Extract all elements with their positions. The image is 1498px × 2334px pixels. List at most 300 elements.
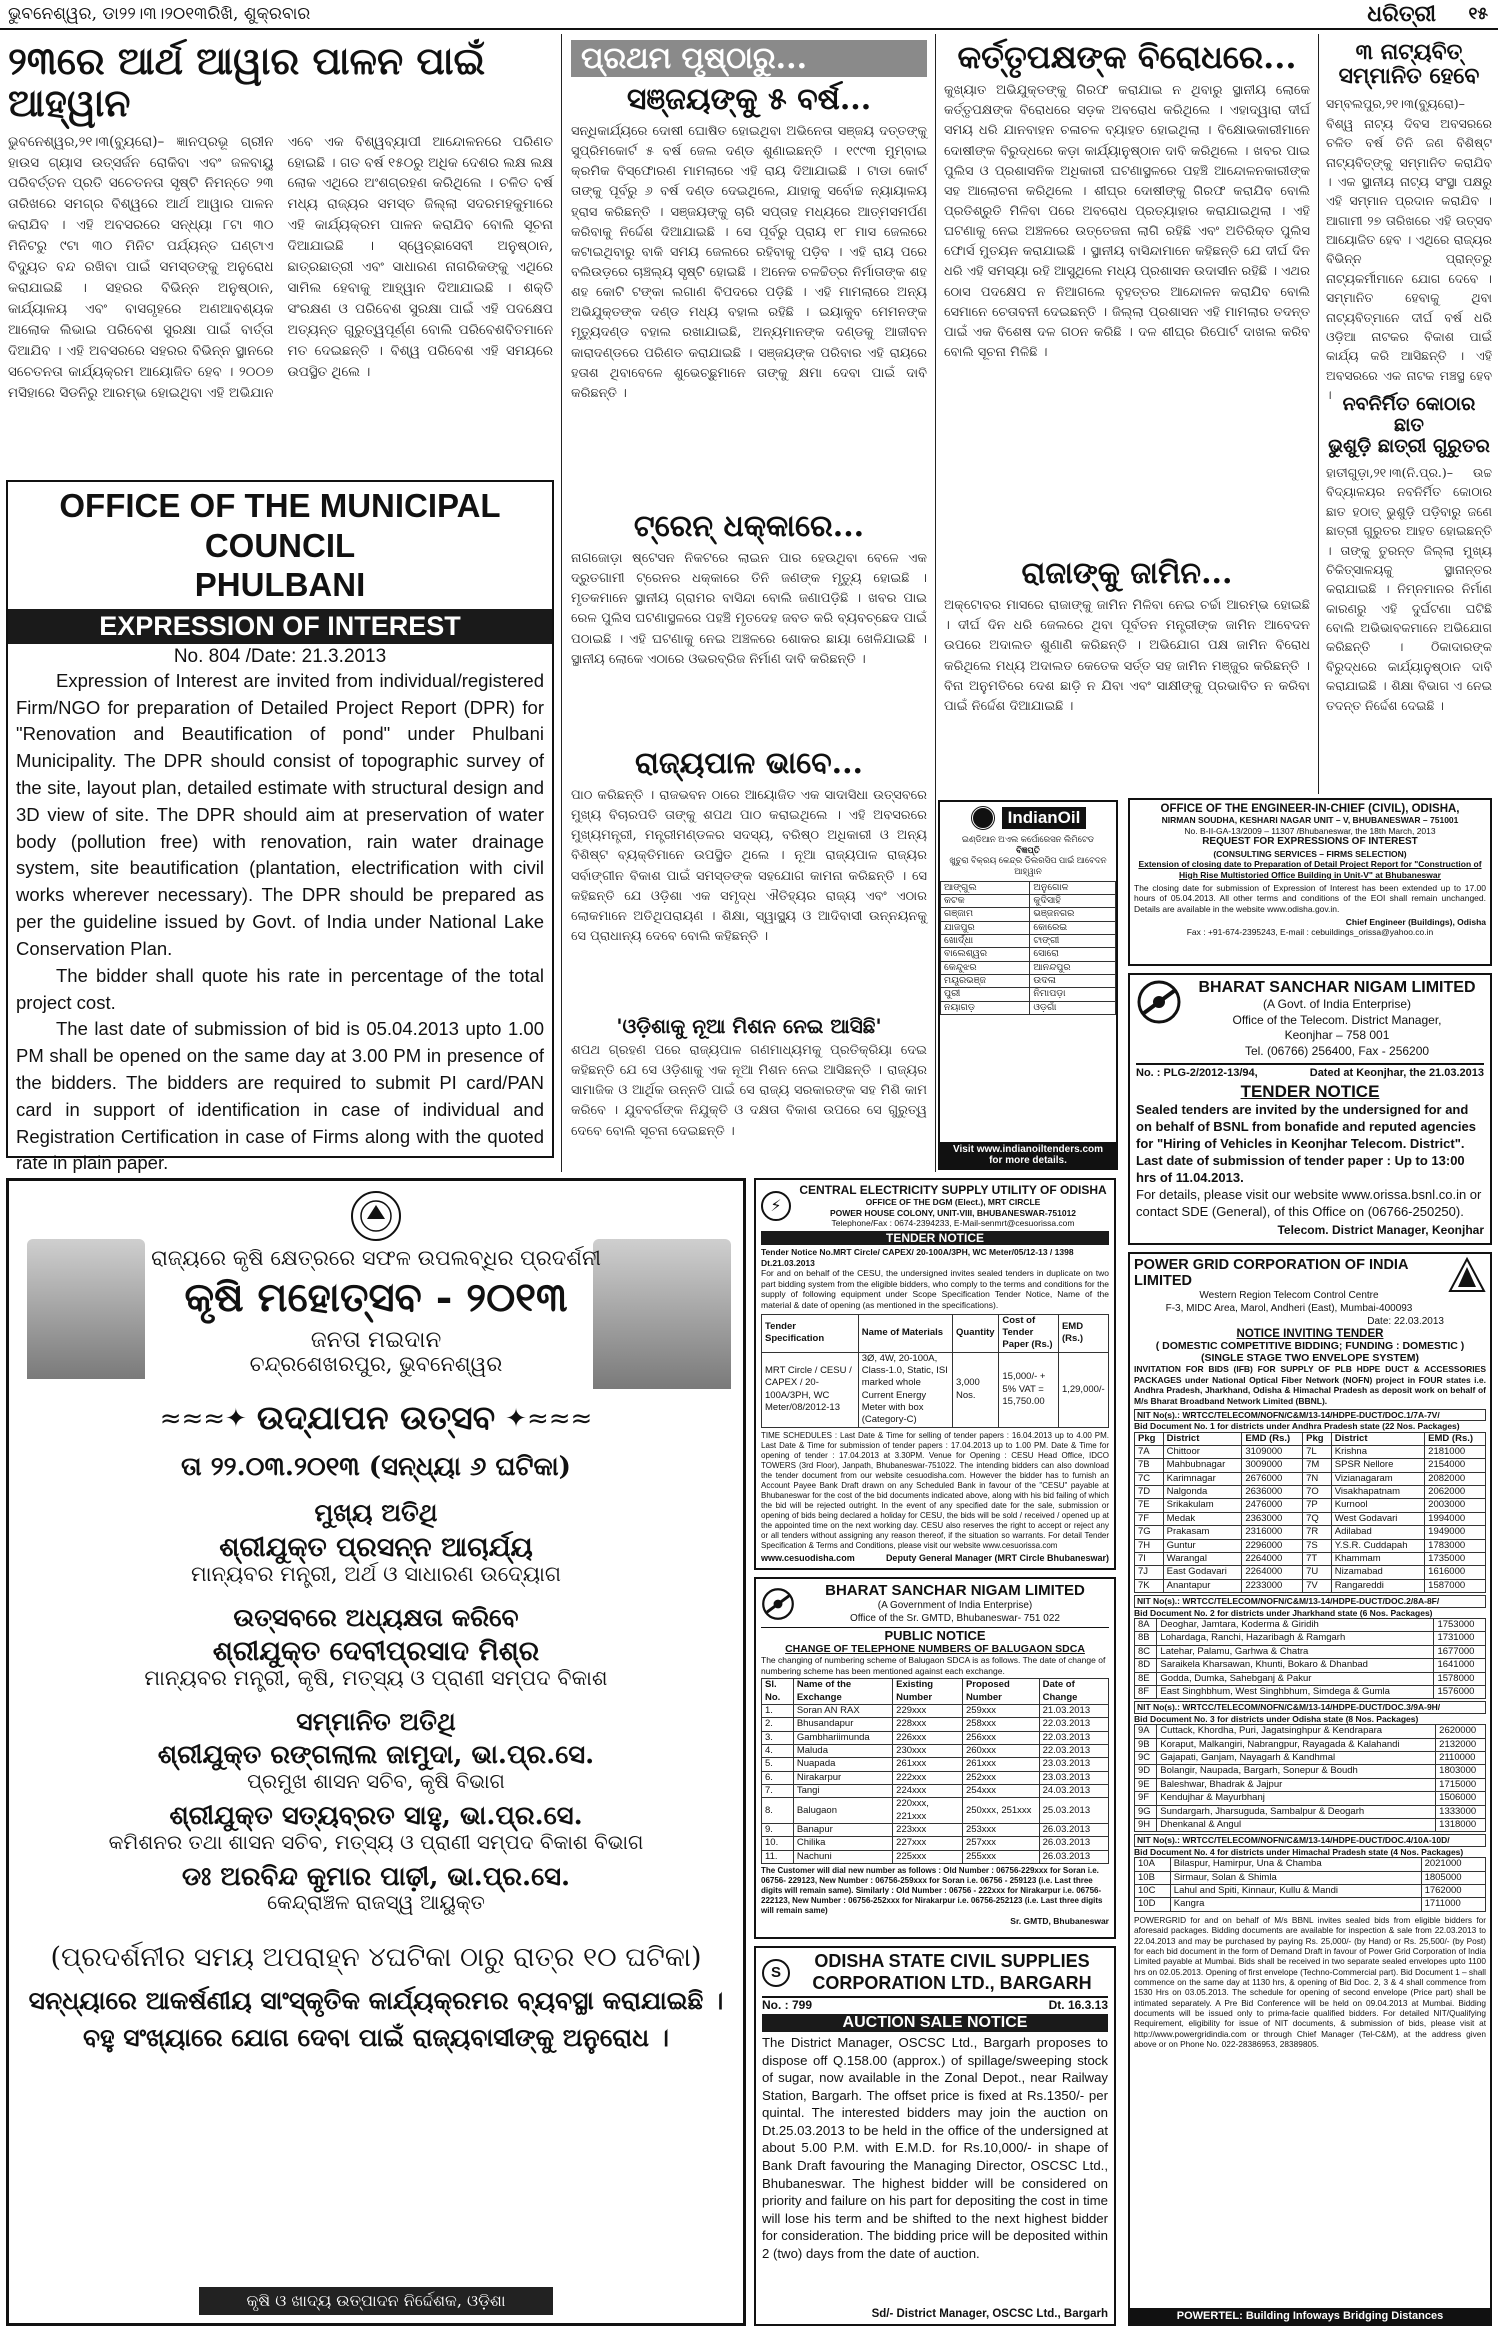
table-row	[1135, 1499, 1486, 1512]
story-body: କୁଖ୍ୟାତ ଅଭିଯୁକ୍ତଙ୍କୁ ଗିରଫ କରାଯାଇ ନ ଥିବାରୁ ସ୍ଥାନୀୟ ଲୋକେ କର୍ତ୍ତୃପକ୍ଷଙ୍କ ବିରୋଧରେ ସଡ଼କ ଅବରୋଧ କରିଥିଲେ । ଏହାଦ୍ୱାରା ଦୀର୍ଘ ସମୟ ଧରି ଯାନବାହନ ଚଳାଚଳ ବ୍ୟାହତ ହୋଇଥିଲା । ବିକ୍ଷୋଭକାରୀମାନେ ଦୋଷୀଙ୍କ ବିରୁଦ୍ଧରେ କଡ଼ା କାର୍ଯ୍ୟାନୁଷ୍ଠାନ ଦାବି କରିଥିଲେ । ଖବର ପାଇ ପୁଲିସ ଓ ପ୍ରଶାସନିକ ଅଧିକାରୀ ଘଟଣାସ୍ଥଳରେ ପହଞ୍ଚି ଆନ୍ଦୋଳନକାରୀଙ୍କ ସହ ଆଲୋଚନା କରିଥିଲେ । ଶୀଘ୍ର ଦୋଷୀଙ୍କୁ ଗିରଫ କରାଯିବ ବୋଲି ପ୍ରତିଶ୍ରୁତି ମିଳିବା ପରେ ଅବରୋଧ ପ୍ରତ୍ୟାହାର କରାଯାଇଥିଲା । ଏହି ଘଟଣାକୁ ନେଇ ଅଞ୍ଚଳରେ ଉତ୍ତେଜନା ଲାଗି ରହିଛି ଏବଂ ଅତିରିକ୍ତ ପୁଲିସ ଫୋର୍ସ ମୁତୟନ କରାଯାଇଛି । ସ୍ଥାନୀୟ ବାସିନ୍ଦାମାନେ କହିଛନ୍ତି ଯେ ଦୀର୍ଘ ଦିନ ଧରି ଏହି ସମସ୍ୟା ରହି ଆସୁଥିଲେ ମଧ୍ୟ ପ୍ରଶାସନ ଉଦାସୀନ ରହିଛି । ଏଥର ଠୋସ ପଦକ୍ଷେପ ନ ନିଆଗଲେ ବୃହତ୍ତର ଆନ୍ଦୋଳନ କରାଯିବ ବୋଲି ସେମାନେ ଚେତାବନୀ ଦେଇଛନ୍ତି । ଜିଲ୍ଲା ପ୍ରଶାସନ ଏହି ମାମଲାର ତଦନ୍ତ ପାଇଁ ଏକ ବିଶେଷ ଦଳ ଗଠନ କରିଛି । ଦଳ ଶୀଘ୍ର ରିପୋର୍ଟ ଦାଖଲ କରିବ ବୋଲି ସୂଚନା ମିଳିଛି ।	[944, 83, 1310, 361]
story-body: ନାଗଜୋଡ଼ା ଷ୍ଟେସନ ନିକଟରେ ଲାଇନ ପାର ହେଉଥିବା ବେଳେ ଏକ ଦ୍ରୁତଗାମୀ ଟ୍ରେନର ଧକ୍କାରେ ତିନି ଜଣଙ୍କ ମୃତ୍ୟୁ ହୋଇଛି । ମୃତକମାନେ ସ୍ଥାନୀୟ ଗ୍ରାମର ବାସିନ୍ଦା ବୋଲି ଜଣାପଡ଼ିଛି । ଖବର ପାଇ ରେଳ ପୁଲିସ ଘଟଣାସ୍ଥଳରେ ପହଞ୍ଚି ମୃତଦେହ ଜବତ କରି ବ୍ୟବଚ୍ଛେଦ ପାଇଁ ପଠାଇଛି । ଏହି ଘଟଣାକୁ ନେଇ ଅଞ୍ଚଳରେ ଶୋକର ଛାୟା ଖେଳିଯାଇଛି । ସ୍ଥାନୀୟ ଲୋକେ ଏଠାରେ ଓଭରବ୍ରିଜ ନିର୍ମାଣ ଦାବି କରିଛନ୍ତି ।	[571, 551, 927, 667]
table-cell: 3,000 Nos.	[953, 1352, 999, 1427]
table-cell: Mahbubnagar	[1163, 1459, 1242, 1472]
table-cell: Nachuni	[793, 1850, 892, 1863]
table-cell: 8A	[1135, 1619, 1157, 1632]
table-row	[1135, 1885, 1486, 1898]
section-front-page-continued	[571, 40, 927, 1139]
exchange-number-table	[761, 1678, 1109, 1864]
table-cell: 7S	[1303, 1539, 1332, 1552]
table-cell: 10B	[1135, 1871, 1171, 1884]
table-cell: 2082000	[1425, 1472, 1486, 1485]
table-row	[762, 1785, 1109, 1798]
table-cell: 7G	[1135, 1526, 1164, 1539]
table-cell: 250xxx, 251xxx	[962, 1798, 1039, 1824]
table-cell: Bilaspur, Hamirpur, Una & Chamba	[1170, 1858, 1421, 1871]
ad-date: Dt. 16.3.13	[1048, 1998, 1108, 2013]
bid-document: Bid Document No. 4 for districts under Himachal Pradesh state (4 Nos. Packages)	[1134, 1846, 1464, 1857]
table-cell: 228xxx	[893, 1718, 963, 1731]
headline: ୩ ନାଟ୍ୟବିତ୍	[1355, 39, 1463, 65]
ad-signatory: Sd/- District Manager, OSCSC Ltd., Bargarh	[871, 2308, 1108, 2320]
table-row	[941, 1001, 1116, 1014]
ad-title: OFFICE OF THE ENGINEER-IN-CHIEF (CIVIL), ODISHA,	[1160, 803, 1460, 815]
table-cell: Kangra	[1170, 1898, 1421, 1911]
table-cell: 1578000	[1434, 1672, 1486, 1685]
table-cell: 259xxx	[962, 1704, 1039, 1717]
table-row	[762, 1798, 1109, 1824]
table-cell: 2021000	[1421, 1858, 1485, 1871]
table-cell: Cuttack, Khordha, Puri, Jagatsinghpur & Kendrapara	[1157, 1725, 1436, 1738]
bid-document: Bid Document No. 3 for districts under Odisha state (8 Nos. Packages)	[1134, 1713, 1419, 1724]
table-cell: 8.	[762, 1798, 794, 1824]
table-cell: 8B	[1135, 1632, 1157, 1645]
ad-reference: No. B-II-GA-13/2009 – 11307 /Bhubaneswar, the 18th March, 2013	[1184, 825, 1436, 836]
table-cell: 257xxx	[962, 1837, 1039, 1850]
table-cell: 220xxx, 221xxx	[893, 1798, 963, 1824]
ad-line: OFFICE OF THE DGM (Elect.), MRT CIRCLE	[865, 1197, 1041, 1207]
table-cell: କୁଦିସାହି	[1030, 894, 1116, 907]
table-header: EMD (Rs.)	[1425, 1432, 1486, 1445]
table-cell: 7E	[1135, 1499, 1164, 1512]
cultural-program-note: ସନ୍ଧ୍ୟାରେ ଆକର୍ଷଣୀୟ ସାଂସ୍କୃତିକ କାର୍ଯ୍ୟକ୍ରମର ବ୍ୟବସ୍ଥା କରାଯାଇଛି ।	[28, 1985, 724, 2015]
table-cell: Visakhapatnam	[1331, 1486, 1424, 1499]
ad-signatory: Telecom. District Manager, Keonjhar	[1277, 1222, 1484, 1237]
ornament-left-icon: ≈≈≈✦	[159, 1403, 247, 1434]
bsnl-logo-icon	[761, 1587, 795, 1621]
story-dramatists	[1326, 40, 1492, 728]
table-cell: 1762000	[1421, 1885, 1485, 1898]
table-cell: 2062000	[1425, 1486, 1486, 1499]
ad-krushi-mahotsav	[6, 1178, 746, 2326]
table-row	[1135, 1805, 1486, 1818]
quote-headline: 'ଓଡ଼ିଶାକୁ ନୂଆ ମିଶନ ନେଇ ଆସିଛି'	[616, 1014, 882, 1038]
dateline	[0, 0, 1498, 30]
story-body: ସନ୍ଧିକାର୍ଯ୍ୟରେ ଦୋଷୀ ଘୋଷିତ ହୋଇଥିବା ଅଭିନେତା ସଞ୍ଜୟ ଦତ୍ତଙ୍କୁ ସୁପ୍ରିମକୋର୍ଟ ୫ ବର୍ଷ ଜେଲ ଦଣ୍ଡ ଶୁଣାଇଛନ୍ତି । ୧୯୯୩ ମୁମ୍ବାଇ କ୍ରମିକ ବିସ୍ଫୋରଣ ମାମଲାରେ ଏହି ରାୟ ଦିଆଯାଇଛି । ଟାଡା କୋର୍ଟ ତାଙ୍କୁ ପୂର୍ବରୁ ୬ ବର୍ଷ ଦଣ୍ଡ ଦେଇଥିଲେ, ଯାହାକୁ ସର୍ବୋଚ୍ଚ ନ୍ୟାୟାଳୟ ହ୍ରାସ କରିଛନ୍ତି । ସଞ୍ଜୟଙ୍କୁ ଚାରି ସପ୍ତାହ ମଧ୍ୟରେ ଆତ୍ମସମର୍ପଣ କରିବାକୁ ନିର୍ଦ୍ଦେଶ ଦିଆଯାଇଛି । ସେ ପୂର୍ବରୁ ପ୍ରାୟ ୧୮ ମାସ ଜେଲରେ କଟାଇଥିବାରୁ ବାକି ସମୟ ଜେଲରେ ରହିବାକୁ ପଡ଼ିବ । ଏହି ରାୟ ପରେ ବଲିଉଡ଼ରେ ଚାଞ୍ଚଲ୍ୟ ସୃଷ୍ଟି ହୋଇଛି । ଅନେକ ଚଳଚ୍ଚିତ୍ର ନିର୍ମାତାଙ୍କ ଶହ ଶହ କୋଟି ଟଙ୍କା ଲଗାଣ ବିପଦରେ ପଡ଼ିଛି । ଏହି ମାମଲାରେ ଅନ୍ୟ ଅଭିଯୁକ୍ତଙ୍କ ଦଣ୍ଡ ମଧ୍ୟ ବହାଲ ରହିଛି । ଇୟାକୁବ ମେମନଙ୍କ ମୃତ୍ୟୁଦଣ୍ଡ ବହାଲ ରଖାଯାଇଛି, ଅନ୍ୟମାନଙ୍କ ଦଣ୍ଡକୁ ଆଜୀବନ କାରାଦଣ୍ଡରେ ପରିଣତ କରାଯାଇଛି । ସଞ୍ଜୟଙ୍କ ପରିବାର ଏହି ରାୟରେ ହତାଶ ଥିବାବେଳେ ଶୁଭେଚ୍ଛୁମାନେ ତାଙ୍କୁ କ୍ଷମା ଦେବା ପାଇଁ ଦାବି କରିଛନ୍ତି ।	[571, 124, 927, 401]
ad-line: POWER HOUSE COLONY, UNIT-VIII, BHUBANESWAR-751012	[829, 1207, 1077, 1218]
table-row	[941, 894, 1116, 907]
table-cell: 9H	[1135, 1818, 1157, 1831]
ad-heading: TENDER NOTICE	[1240, 1082, 1380, 1102]
table-cell: 2132000	[1436, 1738, 1486, 1751]
table-cell: 253xxx	[962, 1824, 1039, 1837]
ad-date: Date: 22.03.2013	[1367, 1316, 1444, 1327]
table-cell: 2233000	[1242, 1579, 1303, 1592]
ad-line: Keonjhar – 758 001	[1284, 1028, 1390, 1043]
table-cell: Sundargarh, Jharsuguda, Sambalpur & Deogarh	[1157, 1805, 1436, 1818]
table-cell: 7H	[1135, 1539, 1164, 1552]
pgcil-table-odisha	[1134, 1724, 1486, 1832]
ad-bsnl-bhubaneswar	[754, 1577, 1116, 1939]
table-cell: ନୟାଗଡ଼	[941, 1001, 1030, 1014]
table-cell: 1.	[762, 1704, 794, 1717]
page-number: ୧୫	[1468, 4, 1488, 24]
table-cell: 7K	[1135, 1579, 1164, 1592]
ad-website-note: for more details.	[989, 1155, 1067, 1166]
table-row	[762, 1718, 1109, 1731]
table-cell: ମୟୂରଭଞ୍ଜ	[941, 974, 1030, 987]
ornament-right-icon: ✦≈≈≈	[505, 1403, 593, 1434]
table-row	[762, 1824, 1109, 1837]
guest-role: ପ୍ରମୁଖ ଶାସନ ସଚିବ, କୃଷି ବିଭାଗ	[247, 1769, 505, 1794]
table-cell: 7R	[1303, 1526, 1332, 1539]
table-cell: East Singhbhum, West Singhbhum, Simdega & Gumla	[1157, 1685, 1434, 1698]
chief-guest-role: ମାନ୍ୟବର ମନ୍ତ୍ରୀ, ଅର୍ଥ ଓ ସାଧାରଣ ଉଦ୍ୟୋଗ	[191, 1561, 561, 1586]
headline: ଭୁଶୁଡ଼ି ଛାତ୍ରୀ ଗୁରୁତର	[1328, 435, 1490, 458]
table-cell: Rangareddi	[1331, 1579, 1424, 1592]
table-cell: 6.	[762, 1771, 794, 1784]
table-cell: 256xxx	[962, 1731, 1039, 1744]
table-cell: 1783000	[1425, 1539, 1486, 1552]
table-cell: 21.03.2013	[1039, 1704, 1108, 1717]
ad-brand: IndianOil	[1002, 807, 1087, 829]
invitation-note: ବହୁ ସଂଖ୍ୟାରେ ଯୋଗ ଦେବା ପାଇଁ ରାଜ୍ୟବାସୀଙ୍କୁ ଅନୁରୋଧ ।	[82, 2023, 670, 2053]
table-cell: 9E	[1135, 1778, 1157, 1791]
cesu-tender-table	[761, 1314, 1109, 1428]
table-cell: ଟାଙ୍ଗୀ	[1030, 934, 1116, 947]
table-header: Quantity	[953, 1314, 999, 1352]
table-row	[1135, 1898, 1486, 1911]
ad-heading: (SINGLE STAGE TWO ENVELOPE SYSTEM)	[1201, 1352, 1419, 1364]
table-row	[1135, 1619, 1486, 1632]
table-cell: 1506000	[1436, 1792, 1486, 1805]
ad-heading-chief-guest: ମୁଖ୍ୟ ଅତିଥି	[314, 1498, 438, 1528]
table-cell: 2003000	[1425, 1499, 1486, 1512]
table-cell: 10C	[1135, 1885, 1171, 1898]
table-cell: 7A	[1135, 1446, 1164, 1459]
table-cell: 224xxx	[893, 1785, 963, 1798]
ad-extension: Extension of closing date to Preparation of Detail Project Report for "Construction of High Rise Multistoried Office Building in Unit-V" at Bhubaneswar	[1138, 859, 1482, 880]
ad-line: Office of the Sr. GMTD, Bhubaneswar- 751 022	[850, 1613, 1060, 1624]
ad-body: The District Manager, OSCSC Ltd., Bargarh proposes to dispose off Q.158.00 (approx.) of spillage/sweeping stock of sugar, now available in the Zonal Depot., near Railway Station, Bargarh. The offset price is fixed at Rs.1350/- per quintal. The interested bidders may join the auction on Dt.25.03.2013 to be held in the office of the undersigned at about 5.00 P.M. with E.M.D. for Rs.10,000/- in shape of Bank Draft favouring the Managing Director, OSCSC Ltd., Bhubaneswar. The highest bidder will be considered on priority and failure on his part for depositing the cost in time will lose his term and be shifted to the next highest bidder for consideration. The bidding price will be deposited within 2 (two) days from the date of auction.	[762, 2035, 1108, 2261]
ad-phulbani-municipality	[6, 480, 554, 1174]
indianoil-logo-icon	[970, 805, 996, 831]
story-earth-hour	[8, 40, 553, 472]
ad-line: Office of the Telecom. District Manager,	[1232, 1012, 1442, 1027]
table-row	[1135, 1778, 1486, 1791]
ad-website-link[interactable]: www.cesuodisha.com	[761, 1552, 855, 1563]
bid-document: Bid Document No. 2 for districts under Jharkhand state (6 Nos. Packages)	[1134, 1607, 1433, 1618]
ad-line: ଇଣ୍ଡିଆନ ଅଏଲ କର୍ପୋରେସନ ଲିମିଟେଡ	[961, 834, 1095, 844]
ad-website-link[interactable]: Visit www.indianoiltenders.com	[952, 1144, 1104, 1155]
table-cell: 1803000	[1436, 1765, 1486, 1778]
guest-name: ଶ୍ରୀଯୁକ୍ତ ରଙ୍ଗଲାଲ ଜାମୁଦା, ଭା.ପ୍ର.ସେ.	[157, 1740, 595, 1771]
table-cell: 222xxx	[893, 1771, 963, 1784]
table-cell: 7C	[1135, 1472, 1164, 1485]
ad-tagline: ରାଜ୍ୟରେ କୃଷି କ୍ଷେତ୍ରରେ ସଫଳ ଉପଲବ୍ଧିର ପ୍ରଦର୍ଶନୀ	[151, 1246, 601, 1270]
table-cell: 7F	[1135, 1512, 1164, 1525]
table-cell: 10A	[1135, 1858, 1171, 1871]
ad-heading: AUCTION SALE NOTICE	[762, 2014, 1108, 2032]
table-cell: 9B	[1135, 1738, 1157, 1751]
ad-heading: PUBLIC NOTICE	[761, 1627, 1109, 1643]
table-row	[941, 908, 1116, 921]
ad-intro: For and on behalf of the CESU, the undersigned invites sealed tenders in duplicate on two part bidding system from the eligible bidders, who comply to the terms and conditions for the supply of following equipment under Scope Specification Tender Notice, Name of the material & date of opening (as mentioned in the specifications).	[761, 1268, 1109, 1310]
ad-line: F-3, MIDC Area, Marol, Andheri (East), Mumbai-400093	[1165, 1303, 1413, 1314]
ad-line: (A Govt. of India Enterprise)	[1262, 997, 1412, 1011]
nit-number: NIT No(s).: WRTCC/TELECOM/NOFN/C&M/13-14/HDPE-DUCT/DOC.4/10A-10D/	[1134, 1834, 1486, 1847]
ad-date: ତା ୨୨.୦୩.୨୦୧୩ (ସନ୍ଧ୍ୟା ୬ ଘଟିକା)	[181, 1451, 571, 1482]
chief-guest-name: ଶ୍ରୀଯୁକ୍ତ ପ୍ରସନ୍ନ ଆଚାର୍ଯ୍ୟ	[219, 1531, 533, 1563]
table-cell: 258xxx	[962, 1718, 1039, 1731]
table-cell: 1677000	[1434, 1645, 1486, 1658]
table-cell: ବାଲେଶ୍ୱର	[941, 948, 1030, 961]
headline: ୨୩ରେ ଆର୍ଥ ଆୱାର ପାଳନ ପାଇଁ ଆହ୍ୱାନ	[8, 38, 486, 125]
table-row	[1135, 1672, 1486, 1685]
guest-name: ଶ୍ରୀଯୁକ୍ତ ସତ୍ୟବ୍ରତ ସାହୁ, ଭା.ପ୍ର.ସେ.	[169, 1801, 583, 1832]
table-cell: ପୁରୀ	[941, 988, 1030, 1001]
table-cell: କଟକ	[941, 894, 1030, 907]
headline: ସଞ୍ଜୟଙ୍କୁ ୫ ବର୍ଷ...	[626, 82, 872, 117]
table-cell: Balugaon	[793, 1798, 892, 1824]
table-cell: Kurnool	[1331, 1499, 1424, 1512]
pgcil-table-himachal	[1134, 1857, 1486, 1911]
table-cell: 9F	[1135, 1792, 1157, 1805]
table-cell: 1735000	[1425, 1552, 1486, 1565]
ad-heading: ( DOMESTIC COMPETITIVE BIDDING; FUNDING : DOMESTIC )	[1155, 1340, 1465, 1352]
headline: ରାଜ୍ୟପାଳ ଭାବେ...	[635, 746, 863, 781]
ad-reference: No. 804 /Date: 21.3.2013	[173, 645, 387, 667]
ad-date: Dated at Keonjhar, the 21.03.2013	[1309, 1067, 1484, 1080]
ad-reference: No. : PLG-2/2012-13/94,	[1136, 1067, 1258, 1080]
table-cell: Medak	[1163, 1512, 1242, 1525]
ad-subheading: (CONSULTING SERVICES – FIRMS SELECTION)	[1213, 848, 1407, 859]
pgcil-table-andhra	[1134, 1432, 1486, 1593]
ad-title: OFFICE OF THE MUNICIPAL COUNCIL	[59, 487, 501, 564]
table-cell: 252xxx	[962, 1771, 1039, 1784]
table-cell: 1616000	[1425, 1566, 1486, 1579]
table-cell: 9A	[1135, 1725, 1157, 1738]
table-cell: Deoghar, Jamtara, Koderma & Giridih	[1157, 1619, 1434, 1632]
newspaper-brand: ଧରିତ୍ରୀ	[1367, 1, 1436, 27]
table-cell: 2110000	[1436, 1752, 1486, 1765]
table-cell: ଉଦଳା	[1030, 974, 1116, 987]
table-cell: 2296000	[1242, 1539, 1303, 1552]
president-name: ଶ୍ରୀଯୁକ୍ତ ଦେବୀପ୍ରସାଦ ମିଶ୍ର	[212, 1636, 540, 1668]
table-cell: 2636000	[1242, 1486, 1303, 1499]
ad-title: ODISHA STATE CIVIL SUPPLIES	[814, 1951, 1090, 1971]
table-header: District	[1163, 1432, 1242, 1445]
table-cell: Lahul and Spiti, Kinnaur, Kullu & Mandi	[1170, 1885, 1421, 1898]
ad-paragraph: The last date of submission of bid is 05.04.2013 upto 1.00 PM shall be opened on the same day at 3.00 PM in presence of the bidders. The bidders are required to submit PI card/PAN card in support of identification in case of individual and Registration Certification in case of Firms along with the quoted rate in plain paper.	[16, 1018, 544, 1174]
table-cell: 2620000	[1436, 1725, 1486, 1738]
table-cell: Gajapati, Ganjam, Nayagarh & Kandhmal	[1157, 1752, 1436, 1765]
table-row	[941, 961, 1116, 974]
table-cell: 1333000	[1436, 1805, 1486, 1818]
table-cell: Godda, Dumka, Sahebganj & Pakur	[1157, 1672, 1434, 1685]
table-header: Pkg	[1303, 1432, 1332, 1445]
table-row	[941, 974, 1116, 987]
table-cell: Banapur	[793, 1824, 892, 1837]
table-row	[1135, 1552, 1486, 1565]
table-row	[1135, 1526, 1486, 1539]
table-cell: ଯାଜପୁର	[941, 921, 1030, 934]
table-cell: Latehar, Palamu, Garhwa & Chatra	[1157, 1645, 1434, 1658]
table-cell: 255xxx	[962, 1850, 1039, 1863]
odisha-emblem-icon	[349, 1189, 403, 1243]
table-cell: 22.03.2013	[1039, 1718, 1108, 1731]
table-cell: Baleshwar, Bhadrak & Jajpur	[1157, 1778, 1436, 1791]
table-cell: କେନ୍ଦୁଝର	[941, 961, 1030, 974]
table-row	[1135, 1792, 1486, 1805]
ad-title: କୃଷି ମହୋତ୍ସବ - ୨୦୧୩	[184, 1274, 568, 1322]
table-cell: 7J	[1135, 1566, 1164, 1579]
table-cell: 7.	[762, 1785, 794, 1798]
story-body: ସମ୍ବଲପୁର,୨୧।୩(ବ୍ୟୁରୋ)– ବିଶ୍ୱ ନାଟ୍ୟ ଦିବସ ଅବସରରେ ଚଳିତ ବର୍ଷ ତିନି ଜଣ ବିଶିଷ୍ଟ ନାଟ୍ୟବିତ୍ଙ୍କୁ ସମ୍ମାନିତ କରାଯିବ । ଏକ ସ୍ଥାନୀୟ ନାଟ୍ୟ ସଂସ୍ଥା ପକ୍ଷରୁ ଏହି ସମ୍ମାନ ପ୍ରଦାନ କରାଯିବ । ଆଗାମୀ ୨୭ ତାରିଖରେ ଏହି ଉତ୍ସବ ଆୟୋଜିତ ହେବ । ଏଥିରେ ରାଜ୍ୟର ବିଭିନ୍ନ ପ୍ରାନ୍ତରୁ ନାଟ୍ୟକର୍ମୀମାନେ ଯୋଗ ଦେବେ । ସମ୍ମାନିତ ହେବାକୁ ଥିବା ନାଟ୍ୟବିତ୍ମାନେ ଦୀର୍ଘ ବର୍ଷ ଧରି ଓଡ଼ିଆ ନାଟକର ବିକାଶ ପାଇଁ କାର୍ଯ୍ୟ କରି ଆସିଛନ୍ତି । ଏହି ଅବସରରେ ଏକ ନାଟକ ମଞ୍ଚସ୍ଥ ହେବ ।	[1326, 96, 1492, 402]
table-row	[1135, 1512, 1486, 1525]
table-cell: Bhusandapur	[793, 1718, 892, 1731]
ad-subtitle: PHULBANI	[194, 566, 366, 604]
table-cell: 11.	[762, 1850, 794, 1863]
table-cell: 7T	[1303, 1552, 1332, 1565]
guest-role: କମିଶନର ତଥା ଶାସନ ସଚିବ, ମତ୍ସ୍ୟ ଓ ପ୍ରାଣୀ ସମ୍ପଦ ବିକାଶ ବିଭାଗ	[108, 1829, 644, 1854]
table-row	[762, 1758, 1109, 1771]
ad-paragraph: The bidder shall quote his rate in percentage of the total project cost.	[16, 964, 544, 1013]
table-cell: 9.	[762, 1824, 794, 1837]
ad-reference: Tender Notice No.MRT Circle/ CAPEX/ 20-100A/3PH, WC Meter/05/12-13 / 1398 Dt.21.03.2013	[761, 1246, 1074, 1268]
table-header: Name of the Exchange	[793, 1679, 892, 1705]
table-cell: 1,29,000/-	[1058, 1352, 1108, 1427]
headline: ନବନିର୍ମିତ କୋଠାର ଛାତ	[1342, 393, 1476, 437]
ad-bsnl-keonjhar	[1128, 973, 1492, 1245]
table-cell: Nalgonda	[1163, 1486, 1242, 1499]
ad-title: POWER GRID CORPORATION OF INDIA LIMITED	[1134, 1257, 1408, 1289]
headline: କର୍ତ୍ତୃପକ୍ଷଙ୍କ ବିରୋଧରେ...	[957, 38, 1297, 76]
table-header: EMD (Rs.)	[1242, 1432, 1303, 1445]
ad-signatory: Deputy General Manager (MRT Circle Bhubaneswar)	[885, 1552, 1109, 1563]
table-header: Existing Number	[893, 1679, 963, 1705]
ad-paragraph: Expression of Interest are invited from individual/registered Firm/NGO for preparation of Detailed Project Report (DPR) for "Renovation and Beautification of pond" under Phulbani Municipality. The DPR should consist of topographic survey of the site, layout plan, detailed estimate with structural design and 3D view of site. The DPR should aim at preservation of water body (pollution free) with renovation, rain water drainage system, site beautification (plantation, electrification with civil works wherever necessary). The DPR should be prepared as per the guideline issued by Govt. of India under National Lake Conservation Plan.	[16, 669, 544, 959]
table-cell: 22.03.2013	[1039, 1731, 1108, 1744]
table-row	[1135, 1566, 1486, 1579]
table-cell: Y.S.R. Cuddapah	[1331, 1539, 1424, 1552]
table-cell: 8D	[1135, 1659, 1157, 1672]
table-cell: Lohardaga, Ranchi, Hazaribagh & Ramgarh	[1157, 1632, 1434, 1645]
ad-line: Tel. (06766) 256400, Fax - 256200	[1244, 1043, 1430, 1058]
ad-heading-president: ଉତ୍ସବରେ ଅଧ୍ୟକ୍ଷତା କରିବେ	[233, 1602, 519, 1632]
nit-number: NIT No(s).: WRTCC/TELECOM/NOFN/C&M/13-14/HDPE-DUCT/DOC.3/9A-9H/	[1134, 1701, 1486, 1714]
table-cell: ଓଡ଼ଗାଁ	[1030, 1001, 1116, 1014]
table-cell: 7Q	[1303, 1512, 1332, 1525]
table-cell: 7U	[1303, 1566, 1332, 1579]
guest-name: ଡଃ ଅରବିନ୍ଦ କୁମାର ପାଢ଼ୀ, ଭା.ପ୍ର.ସେ.	[181, 1861, 571, 1892]
ad-paragraph: For details, please visit our website www.orissa.bsnl.co.in or contact SDE (General), of this Office on (06766-250250).	[1136, 1186, 1482, 1219]
table-cell: 2181000	[1425, 1446, 1486, 1459]
table-cell: 25.03.2013	[1039, 1798, 1108, 1824]
table-row	[1135, 1539, 1486, 1552]
table-cell: 260xxx	[962, 1744, 1039, 1757]
ad-contact: Fax : +91-674-2395243, E-mail : cebuildings_orissa@yahoo.co.in	[1186, 927, 1434, 938]
table-cell: Nuapada	[793, 1758, 892, 1771]
table-cell: 7O	[1303, 1486, 1332, 1499]
table-cell: 7P	[1303, 1499, 1332, 1512]
table-cell: 2264000	[1242, 1566, 1303, 1579]
ad-title: BHARAT SANCHAR NIGAM LIMITED	[825, 1582, 1085, 1599]
table-cell: 2676000	[1242, 1472, 1303, 1485]
table-row	[941, 934, 1116, 947]
table-cell: 7D	[1135, 1486, 1164, 1499]
table-header: Cost of Tender Paper (Rs.)	[999, 1314, 1059, 1352]
ad-heading: TENDER NOTICE	[761, 1231, 1109, 1245]
column-rule	[561, 34, 562, 1172]
nit-number: NIT No(s).: WRTCC/TELECOM/NOFN/C&M/13-14/HDPE-DUCT/DOC.2/8A-8F/	[1134, 1595, 1486, 1608]
table-row	[762, 1771, 1109, 1784]
table-cell: 2264000	[1242, 1552, 1303, 1565]
ad-oscsc-bargarh	[754, 1946, 1116, 2326]
ad-cesu	[754, 1178, 1116, 1570]
table-header: Date of Change	[1039, 1679, 1108, 1705]
dateline-date: ଭୁବନେଶ୍ୱର, ଡା୨୨।୩।୨୦୧୩ରିଖି, ଶୁକ୍ରବାର	[8, 4, 311, 24]
ad-event: ଉଦ୍ଯାପନ ଉତ୍ସବ	[256, 1398, 496, 1438]
table-header: Sl. No.	[762, 1679, 794, 1705]
table-cell: Gambhariimunda	[793, 1731, 892, 1744]
story-body: ଅକ୍ଟୋବର ମାସରେ ରାଜାଙ୍କୁ ଜାମିନ ମିଳିବା ନେଇ ଚର୍ଚ୍ଚା ଆରମ୍ଭ ହୋଇଛି । ଦୀର୍ଘ ଦିନ ଧରି ଜେଲରେ ଥିବା ପୂର୍ବତନ ମନ୍ତ୍ରୀଙ୍କ ଜାମିନ ଆବେଦନ ଉପରେ ଅଦାଲତ ଶୁଣାଣି କରିଛନ୍ତି । ଅଭିଯୋଗ ପକ୍ଷ ଜାମିନ ବିରୋଧ କରିଥିଲେ ମଧ୍ୟ ଅଦାଲତ କେତେକ ସର୍ତ୍ତ ସହ ଜାମିନ ମଞ୍ଜୁର କରିଛନ୍ତି । ବିନା ଅନୁମତିରେ ଦେଶ ଛାଡ଼ି ନ ଯିବା ଏବଂ ସାକ୍ଷୀଙ୍କୁ ପ୍ରଭାବିତ ନ କରିବା ପାଇଁ ନିର୍ଦ୍ଦେଶ ଦିଆଯାଇଛି ।	[944, 598, 1310, 714]
ad-title: BHARAT SANCHAR NIGAM LIMITED	[1198, 979, 1476, 996]
table-cell: Kendujhar & Mayurbhanj	[1157, 1792, 1436, 1805]
ad-signatory: Chief Engineer (Buildings), Odisha	[1345, 916, 1486, 927]
table-cell: 1805000	[1421, 1871, 1485, 1884]
table-cell: 7B	[1135, 1459, 1164, 1472]
ad-subheading: CHANGE OF TELEPHONE NUMBERS OF BALUGAON SDCA	[785, 1643, 1085, 1655]
pgcil-table-jharkhand	[1134, 1618, 1486, 1699]
table-cell: 2363000	[1242, 1512, 1303, 1525]
table-header: Name of Materials	[858, 1314, 952, 1352]
table-row	[762, 1744, 1109, 1757]
ad-intro: The changing of numbering scheme of Balugaon SDCA is as follows. The date of change of numbering scheme has been mentioned against each exchange.	[761, 1655, 1106, 1676]
table-cell: 225xxx	[893, 1850, 963, 1863]
table-cell: 7V	[1303, 1579, 1332, 1592]
table-row	[1135, 1579, 1486, 1592]
table-cell: Khammam	[1331, 1552, 1424, 1565]
table-cell: 1587000	[1425, 1579, 1486, 1592]
ad-body: TIME SCHEDULES : Last Date & Time for selling of tender papers : 16.04.2013 up to 4.00 PM. Last Date & Time for submission of tender papers : 17.04.2013 up to 1.00 PM. Date & Time for opening of tender : 17.04.2013 at 3.30PM. Venue for Opening : CESU Head Office, IDCO TOWERS (3rd Floor), Janpath, Bhubaneswar-751022. The intending bidders can also download the tender document from our website cesuodisha.com. However the bidder has to furnish an Account Payee Bank Draft drawn on any Scheduled Bank in favour of the "CESU" payable at Bhubaneswar for the cost of the bid documents indicated above, along with his bid failing of which the bid will be rejected outright. In the event of any specified date for the sale, submission or opening of bids being declared a holiday for CESU, the bids will be sold / received / opened up at the appointed time on the next working day. CESU also reserves the right to accept or reject any or all tenders without assigning any reason thereof, if the situation so warrants. For detail Tender Specification & Terms and Conditions, please visit our website www.cesuorissa.com	[761, 1430, 1109, 1550]
table-cell: Krishna	[1331, 1446, 1424, 1459]
table-row	[1135, 1645, 1486, 1658]
guest-role: କେନ୍ଦ୍ରାଞ୍ଚଳ ରାଜସ୍ୱ ଆୟୁକ୍ତ	[267, 1890, 485, 1915]
bid-document: Bid Document No. 1 for districts under Andhra Pradesh state (22 Nos. Packages)	[1134, 1421, 1460, 1432]
table-cell: 1994000	[1425, 1512, 1486, 1525]
ad-indianoil	[938, 800, 1118, 1170]
table-cell: 23.03.2013	[1039, 1758, 1108, 1771]
table-cell: 2476000	[1242, 1499, 1303, 1512]
table-cell: Warangal	[1163, 1552, 1242, 1565]
ad-banner: EXPRESSION OF INTEREST	[8, 609, 552, 644]
ad-line: Western Region Telecom Control Centre	[1199, 1290, 1379, 1301]
table-cell: 9D	[1135, 1765, 1157, 1778]
ad-venue-address: ଚନ୍ଦ୍ରଶେଖରପୁର, ଭୁବନେଶ୍ୱର	[249, 1352, 503, 1377]
column-rule	[1318, 34, 1319, 794]
ad-paragraph: Last date of submission of tender paper : Up to 13:00 hrs of 11.04.2013.	[1136, 1153, 1465, 1185]
table-header: Tender Specification	[762, 1314, 859, 1352]
table-row	[1135, 1486, 1486, 1499]
table-cell: ଭଞ୍ଜନଗର	[1030, 908, 1116, 921]
table-cell: Nirakarpur	[793, 1771, 892, 1784]
table-cell: Vizianagaram	[1331, 1472, 1424, 1485]
table-cell: ସୋରୋ	[1030, 948, 1116, 961]
table-cell: Soran AN RAX	[793, 1704, 892, 1717]
table-cell: Srikakulam	[1163, 1499, 1242, 1512]
indianoil-table	[940, 881, 1116, 1015]
table-row	[941, 921, 1116, 934]
table-row	[1135, 1632, 1486, 1645]
table-cell: 26.03.2013	[1039, 1850, 1108, 1863]
table-cell: ଆଙ୍ଗୁଲ	[941, 881, 1030, 894]
table-row	[941, 881, 1116, 894]
table-cell: Sirmaur, Solan & Shimla	[1170, 1871, 1421, 1884]
ad-line: ବିଜ୍ଞପ୍ତି	[1016, 844, 1040, 855]
table-cell: Guntur	[1163, 1539, 1242, 1552]
ad-subtitle: CORPORATION LTD., BARGARH	[812, 1972, 1092, 1993]
story-body: ହାତୀଗୁଡ଼ା,୨୧।୩(ନି.ପ୍ର.)– ଉଚ୍ଚ ବିଦ୍ୟାଳୟର ନବନିର୍ମିତ କୋଠାର ଛାତ ହଠାତ୍ ଭୁଶୁଡ଼ି ପଡ଼ିବାରୁ ଜଣେ ଛାତ୍ରୀ ଗୁରୁତର ଆହତ ହୋଇଛନ୍ତି । ତାଙ୍କୁ ତୁରନ୍ତ ଜିଲ୍ଲା ମୁଖ୍ୟ ଚିକିତ୍ସାଳୟକୁ ସ୍ଥାନାନ୍ତର କରାଯାଇଛି । ନିମ୍ନମାନର ନିର୍ମାଣ କାରଣରୁ ଏହି ଦୁର୍ଘଟଣା ଘଟିଛି ବୋଲି ଅଭିଭାବକମାନେ ଅଭିଯୋଗ କରିଛନ୍ତି । ଠିକାଦାରଙ୍କ ବିରୁଦ୍ଧରେ କାର୍ଯ୍ୟାନୁଷ୍ଠାନ ଦାବି କରାଯାଇଛି । ଶିକ୍ଷା ବିଭାଗ ଏ ନେଇ ତଦନ୍ତ ନିର୍ଦ୍ଦେଶ ଦେଇଛି ।	[1326, 465, 1492, 713]
